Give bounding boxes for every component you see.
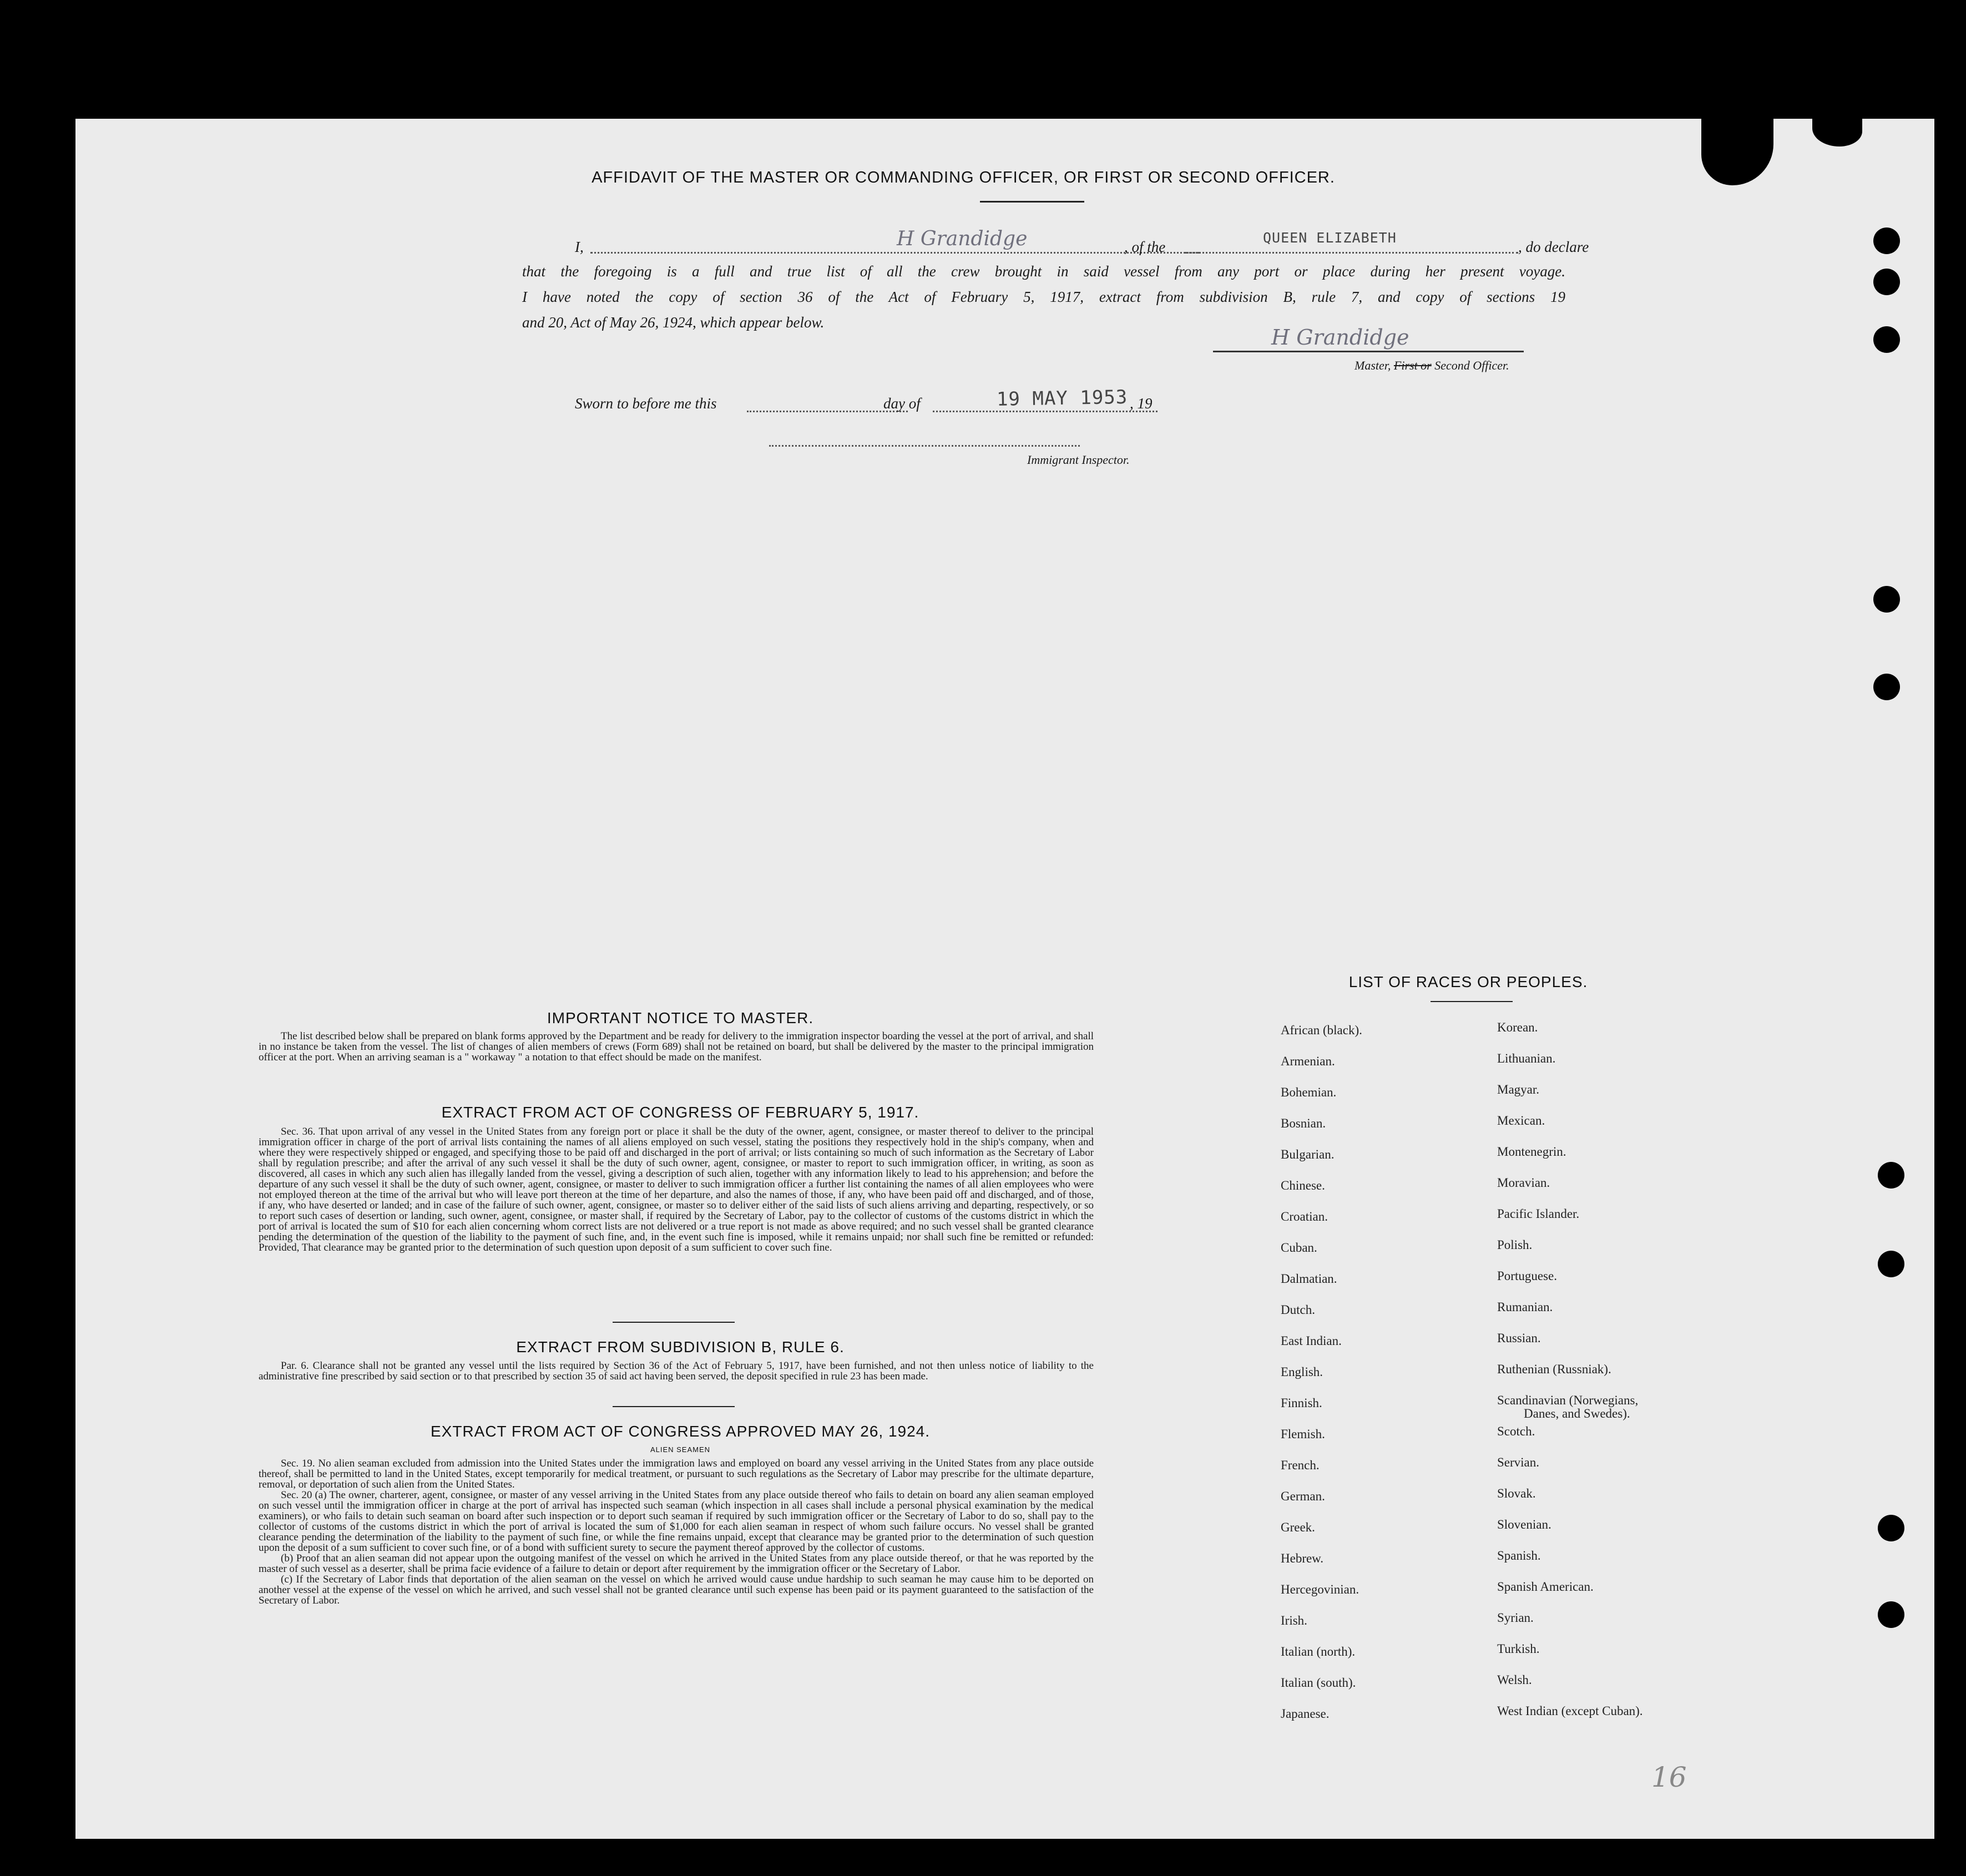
punch-hole	[1878, 1515, 1904, 1541]
name-signature: H Grandidge	[897, 227, 1028, 250]
race-item: Servian.	[1497, 1455, 1540, 1469]
races-rule	[1431, 1001, 1513, 1002]
notice-text: The list described below shall be prepared on blank forms approved by the Department and be ready for delivery to the immigration inspector boarding the vessel at the port of arrival, and shall in no instance be taken from the vessel. The list of changes of alien members of crews (Form 689) shall not be retained on board, but shall be delivered by the master to the principal immigration officer at the port. When an arriving seaman is a " workaway " a notation to that effect should be made on the manifest.	[259, 1030, 1094, 1063]
extract-1924-subheading: ALIEN SEAMEN	[650, 1445, 711, 1454]
race-item: Spanish American.	[1497, 1580, 1594, 1594]
title-master: Master,	[1355, 358, 1391, 372]
race-item: English.	[1281, 1365, 1323, 1379]
title-struck: First or	[1393, 358, 1432, 372]
race-item: Polish.	[1497, 1238, 1533, 1252]
vessel-name: QUEEN ELIZABETH	[1263, 230, 1397, 246]
race-item: Welsh.	[1497, 1673, 1532, 1687]
vessel-line	[1185, 252, 1518, 254]
race-item: Syrian.	[1497, 1611, 1534, 1625]
punch-hole	[1873, 326, 1900, 353]
inspector-label: Immigrant Inspector.	[1027, 453, 1130, 467]
race-item: Italian (south).	[1281, 1676, 1356, 1690]
title-rest: Second Officer.	[1434, 358, 1509, 372]
declaration-line-1: that the foregoing is a full and true list of all the crew brought in said vessel from any port or place during her present voyage.	[522, 263, 1565, 280]
sworn-text: Sworn to before me this	[575, 395, 717, 412]
race-item: Hercegovinian.	[1281, 1582, 1359, 1596]
extract-1924-heading: EXTRACT FROM ACT OF CONGRESS APPROVED MAY 26, 1924.	[430, 1423, 931, 1440]
notice-heading: IMPORTANT NOTICE TO MASTER.	[547, 1009, 814, 1027]
sec20c-text: (c) If the Secretary of Labor finds that deportation of the alien seaman on the vessel on which he arrived would cause undue hardship to such seaman he may cause him to be deported on another vessel at the expense of the vessel on which he arrived, and such vessel shall not be granted clearance until such expense has been paid or its payment guaranteed to the satisfaction of the Secretary of Labor.	[259, 1574, 1094, 1606]
sec20b-text: (b) Proof that an alien seaman did not appear upon the outgoing manifest of the vessel on which he arrived in the United States from any place outside thereof, or that he was reported by the master of such vessel as a deserter, shall be prima facie evidence of a failure to detain or deport after requirement by the immigration officer or the Secretary of Labor.	[259, 1553, 1094, 1575]
race-item: Dutch.	[1281, 1303, 1315, 1317]
title-rule	[980, 201, 1084, 203]
race-item: Hebrew.	[1281, 1551, 1324, 1565]
race-item: Russian.	[1497, 1331, 1541, 1345]
punch-hole	[1873, 586, 1900, 613]
race-item: Lithuanian.	[1497, 1051, 1556, 1065]
race-item: Japanese.	[1281, 1707, 1330, 1721]
race-item: Moravian.	[1497, 1176, 1550, 1190]
race-item: Slovenian.	[1497, 1518, 1551, 1531]
race-item: Croatian.	[1281, 1210, 1328, 1223]
race-item: Bohemian.	[1281, 1085, 1337, 1099]
race-item: Armenian.	[1281, 1054, 1335, 1068]
punch-hole	[1873, 227, 1900, 254]
race-item: Bosnian.	[1281, 1116, 1326, 1130]
race-item: Magyar.	[1497, 1083, 1540, 1096]
race-item: Dalmatian.	[1281, 1272, 1337, 1286]
race-item: East Indian.	[1281, 1334, 1342, 1348]
races-heading: LIST OF RACES OR PEOPLES.	[1348, 973, 1588, 990]
race-item: Korean.	[1497, 1020, 1538, 1034]
race-item: Italian (north).	[1281, 1645, 1356, 1658]
section-divider-1	[613, 1322, 735, 1323]
date-line	[933, 411, 1158, 412]
race-item: Pacific Islander.	[1497, 1207, 1580, 1221]
torn-corner-small	[1812, 113, 1862, 146]
race-item: Irish.	[1281, 1614, 1307, 1627]
race-item: Portuguese.	[1497, 1269, 1557, 1283]
date-stamp: 19 MAY 1953	[996, 386, 1128, 411]
section-divider-2	[613, 1406, 735, 1407]
subdivision-heading: EXTRACT FROM SUBDIVISION B, RULE 6.	[516, 1338, 845, 1356]
corner-mark: 16	[1651, 1761, 1687, 1793]
race-item: Ruthenian (Russniak).	[1497, 1362, 1611, 1376]
race-item: Turkish.	[1497, 1642, 1540, 1656]
of-the-label: , of the	[1124, 239, 1166, 255]
name-line	[590, 252, 1200, 254]
race-item: Cuban.	[1281, 1241, 1317, 1255]
race-item: Greek.	[1281, 1520, 1315, 1534]
punch-hole	[1873, 269, 1900, 295]
declaration-line-3: and 20, Act of May 26, 1924, which appear below.	[522, 314, 825, 331]
race-item: Mexican.	[1497, 1114, 1545, 1127]
declaration-line-2: I have noted the copy of section 36 of the Act of February 5, 1917, extract from subdivision B, rule 7, and copy of sections 19	[522, 289, 1565, 305]
torn-corner	[1701, 113, 1773, 185]
race-item: Rumanian.	[1497, 1300, 1553, 1314]
race-item: Spanish.	[1497, 1549, 1541, 1563]
punch-hole	[1873, 674, 1900, 700]
race-item: Slovak.	[1497, 1486, 1536, 1500]
document-page	[75, 119, 1934, 1839]
punch-hole	[1878, 1251, 1904, 1277]
race-item: Bulgarian.	[1281, 1147, 1335, 1161]
affidavit-title: AFFIDAVIT OF THE MASTER OR COMMANDING OFFICER, OR FIRST OR SECOND OFFICER.	[592, 169, 1335, 186]
race-item-continuation: Danes, and Swedes).	[1524, 1407, 1630, 1420]
master-signature: H Grandidge	[1271, 325, 1409, 350]
race-item: French.	[1281, 1458, 1320, 1472]
race-item: German.	[1281, 1489, 1325, 1503]
subdivision-text: Par. 6. Clearance shall not be granted any vessel until the lists required by Section 36 of the Act of February 5, 1917, have been furnished, and not then unless notice of liability to the administrative fine prescribed by said section or to that prescribed by section 35 of said act having been served, the deposit specified in rule 23 has been made.	[259, 1360, 1094, 1382]
race-item: Finnish.	[1281, 1396, 1322, 1410]
extract-1917-heading: EXTRACT FROM ACT OF CONGRESS OF FEBRUARY 5, 1917.	[441, 1104, 919, 1121]
day-of-label: day of	[883, 395, 921, 412]
year-suffix: , 19	[1130, 395, 1153, 412]
sec20a-text: Sec. 20 (a) The owner, charterer, agent, consignee, or master of any vessel arriving in the United States from any place outside thereof who fails to detain on board any alien seaman employed on such vessel until the immigration officer in charge at the port of arrival has inspected such seaman (which inspection in all cases shall include a personal physical examination by the medical examiners), or who fails to detain such seaman on board after such inspection or to deport such seaman if required by such immigration officer or the Secretary of Labor to do so, shall pay to the collector of customs of the customs district in which the port of arrival is located the sum of $1,000 for each alien seaman in respect of whom such failure occurs. No vessel shall be granted clearance pending the determination of the liability to the payment of such fine, or while the fine remains unpaid, except that clearance may be granted prior to the determination of such question upon the deposit of a sum sufficient to cover such fine, or of a bond with sufficient surety to secure the payment thereof approved by the collector of customs.	[259, 1489, 1094, 1554]
sec19-text: Sec. 19. No alien seaman excluded from admission into the United States under the immigration laws and employed on board any vessel arriving in the United States from any place outside thereof, shall be permitted to land in the United States, except temporarily for medical treatment, or pursuant to such regulations as the Secretary of Labor may prescribe for the ultimate departure, removal, or deportation of such alien from the United States.	[259, 1458, 1094, 1490]
race-item: Scotch.	[1497, 1424, 1535, 1438]
signature-line	[1213, 351, 1524, 352]
officer-title	[1355, 358, 1509, 373]
punch-hole	[1878, 1162, 1904, 1189]
race-item: Chinese.	[1281, 1179, 1325, 1192]
race-item: Scandinavian (Norwegians,	[1497, 1393, 1639, 1407]
punch-hole	[1878, 1601, 1904, 1628]
race-item: West Indian (except Cuban).	[1497, 1704, 1643, 1718]
race-item: African (black).	[1281, 1023, 1362, 1037]
race-item: Flemish.	[1281, 1427, 1325, 1441]
inspector-line	[769, 445, 1080, 447]
extract-1917-sec36: Sec. 36. That upon arrival of any vessel in the United States from any foreign port or place it shall be the duty of the owner, agent, consignee, or master thereof to deliver to the principal immigration officer in charge of the port of arrival lists containing the names of all aliens employed on such vessel, stating the positions they respectively hold in the ship's company, when and where they were respectively shipped or engaged, and specifying those to be paid off and discharged in the port of arrival; or lists containing so much of such information as the Secretary of Labor shall by regulation prescribe; and after the arrival of any such vessel it shall be the duty of such owner, agent, consignee, or master to report to such immigration officer, in writing, as soon as discovered, all cases in which any such alien has illegally landed from the vessel, giving a description of such alien, together with any information likely to lead to his apprehension; and before the departure of any such vessel it shall be the duty of such owner, agent, consignee, or master to deliver to such immigration officer a further list containing the names of all alien employees who were not employed thereon at the time of the arrival but who will leave port thereon at the time of her departure, and also the names of those, if any, who have been paid off and discharged, and of those, if any, who have deserted or landed; and in case of the failure of such owner, agent, consignee, or master so to deliver either of the said lists of such aliens arriving and departing, respectively, or so to report such cases of desertion or landing, such owner, agent, consignee, or master shall, if required by the Secretary of Labor, pay to the collector of customs of the customs district in which the port of arrival is located the sum of $10 for each alien concerning whom correct lists are not delivered or a true report is not made as above required; and no such vessel shall be granted clearance pending the determination of the question of the liability to the payment of such fine, and, in the event such fine is imposed, while it remains unpaid; nor shall such fine be remitted or refunded: Provided, That clearance may be granted prior to the determination of such question upon deposit of a sum sufficient to cover such fine.	[259, 1126, 1094, 1253]
race-item: Montenegrin.	[1497, 1145, 1566, 1159]
i-label: I,	[575, 239, 584, 255]
do-declare-label: , do declare	[1518, 239, 1589, 255]
extract-1924-body	[259, 1458, 1094, 1606]
